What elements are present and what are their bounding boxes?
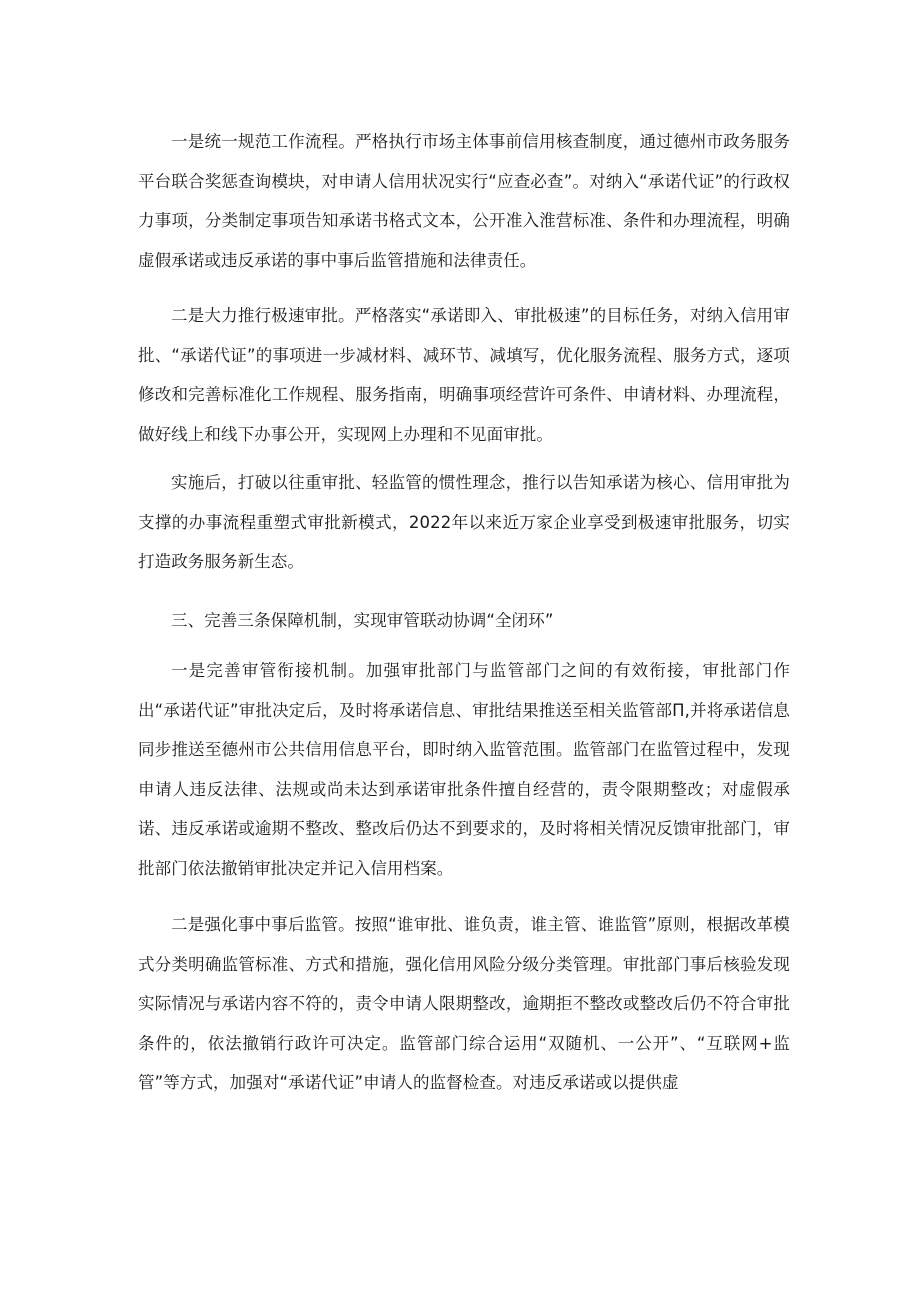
- paragraph-implementation-results: 实施后，打破以往重审批、轻监管的惯性理念，推行以告知承诺为核心、信用审批为支撑的办事流程重塑式审批新模式，2022年以来近万家企业享受到极速审批服务，切实打造政务服务新生态。: [138, 473, 790, 571]
- paragraph-unified-workflow: 一是统一规范工作流程。严格执行市场主体事前信用核查制度，通过德州市政务服务平台联合奖惩查询模块，对申请人信用状况实行“应查必查”。对纳入“承诺代证”的行政权力事项，分类制定事项告知承诺书格式文本，公开准入淮营标准、条件和办理流程，明确虚假承诺或违反承诺的事中事后监管措施和法律责任。: [138, 132, 790, 270]
- section-heading-three-mechanisms: 三、完善三条保障机制，实现审管联动协调“全闭环”: [171, 611, 554, 630]
- paragraph-approval-supervision-linkage: 一是完善审管衔接机制。加强审批部门与监管部门之间的有效衔接，审批部门作出“承诺代证”审批决定后，及时将承诺信息、审批结果推送至相关监管部Π,并将承诺信息同步推送至德州市公共信用信息平台，即时纳入监管范围。监管部门在监管过程中，发现申请人违反法律、法规或尚未达到承诺审批条件擅自经营的，责令限期整改；对虚假承诺、违反承诺或逾期不整改、整改后仍达不到要求的，及时将相关情况反馈审批部门，审批部门依法撤销审批决定并记入信用档案。: [138, 661, 790, 878]
- paragraph-fast-approval: 二是大力推行极速审批。严格落实“承诺即入、审批极速”的目标任务，对纳入信用审批、“承诺代证”的事项进一步减材料、减环节、减填写，优化服务流程、服务方式，逐项修改和完善标准化工作规程、服务指南，明确事项经营许可条件、申请材料、办理流程，做好线上和线下办事公开，实现网上办理和不见面审批。: [138, 306, 790, 444]
- paragraph-in-process-supervision: 二是强化事中事后监管。按照“谁审批、谁负责，谁主管、谁监管”原则，根据改革模式分类明确监管标准、方式和措施，强化信用风险分级分类管理。审批部门事后核验发现实际情况与承诺内容不符的，责令申请人限期整改，逾期拒不整改或整改后仍不符合审批条件的，依法撤销行政许可决定。监管部门综合运用“双随机、一公开”、“互联网+监管”等方式，加强对“承诺代证”申请人的监督检查。对违反承诺或以提供虚: [138, 915, 790, 1092]
